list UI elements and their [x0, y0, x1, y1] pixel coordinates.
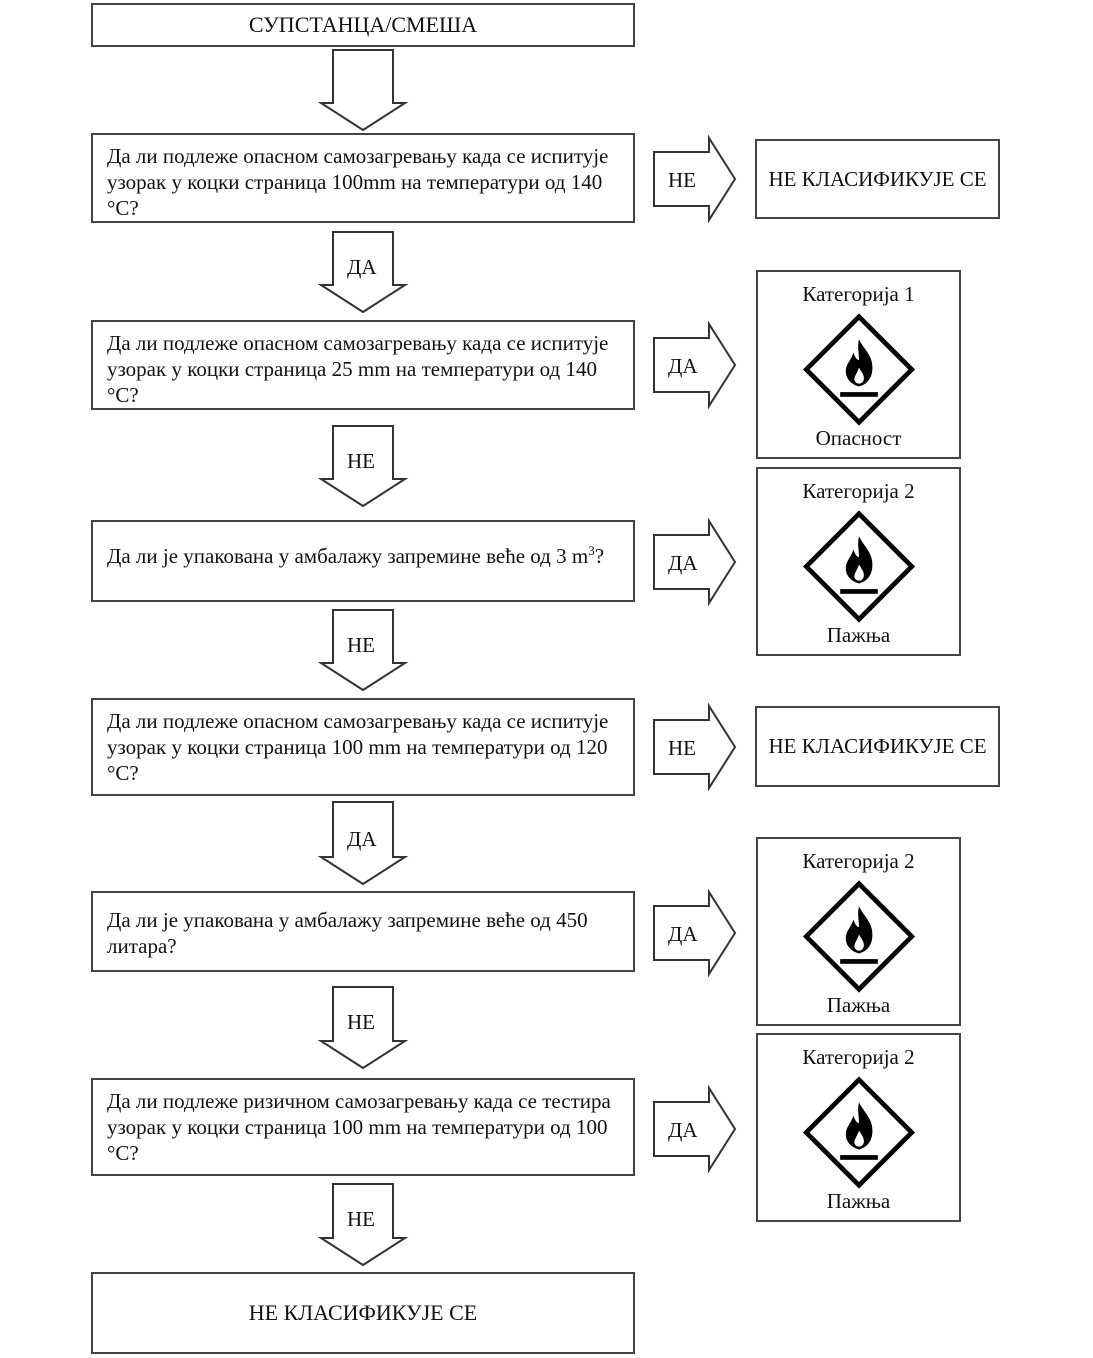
question-mark: ?: [594, 544, 605, 568]
final-not-classified-box: [91, 1272, 635, 1354]
signal-word: Пажња: [826, 1189, 891, 1213]
question-text: Да ли подлеже опасном самозагревању када се испитује узорак у коцки страница 25 mm на температури од 140 °C?: [107, 331, 609, 407]
superscript: 3: [588, 543, 595, 558]
question-box-6: [91, 1078, 635, 1176]
arrow-label-yes: ДА: [347, 827, 377, 851]
arrow-label-yes: ДА: [668, 1118, 698, 1142]
category-box-3: [756, 837, 961, 1026]
category-box-4: [756, 1033, 961, 1222]
arrow-label-no: НЕ: [347, 633, 375, 657]
arrow-label-yes: ДА: [668, 551, 698, 575]
flame-pictogram-icon: [799, 313, 919, 426]
category-title: Категорија 2: [802, 849, 915, 873]
not-classified-box: [755, 139, 1000, 219]
flame-pictogram-icon: [799, 880, 919, 993]
question-text: [107, 538, 619, 569]
category-title: Категорија 2: [802, 1045, 915, 1069]
arrow-label-yes: ДА: [668, 354, 698, 378]
arrow-label-no: НЕ: [347, 1010, 375, 1034]
question-box-4: [91, 698, 635, 796]
category-title: Категорија 1: [802, 282, 915, 306]
start-label: СУПСТАНЦА/СМЕША: [248, 12, 478, 37]
arrow-label-yes: ДА: [347, 255, 377, 279]
down-arrow: [321, 50, 405, 130]
question-box-5: [91, 891, 635, 972]
flame-pictogram-icon: [799, 510, 919, 623]
question-text: Да ли подлеже ризичном самозагревању када се тестира узорак у коцки страница 100 mm на температури од 100 °C?: [107, 1089, 611, 1165]
arrow-label-yes: ДА: [668, 922, 698, 946]
arrow-label-no: НЕ: [668, 168, 696, 192]
question-box-1: [91, 133, 635, 223]
signal-word: Опасност: [815, 426, 902, 450]
signal-word: Пажња: [826, 623, 891, 647]
question-text: Да ли подлеже опасном самозагревању када се испитује узорак у коцки страница 100 mm на температури од 120 °C?: [107, 709, 609, 785]
not-classified-box: [755, 706, 1000, 787]
category-title: Категорија 2: [802, 479, 915, 503]
not-classified-label: НЕ КЛАСИФИКУЈЕ СЕ: [768, 166, 987, 191]
signal-word: Пажња: [826, 993, 891, 1017]
category-box-1: [756, 270, 961, 459]
question-text-main: Да ли је упакована у амбалажу запремине веће од 3 m: [107, 544, 589, 568]
question-text: Да ли подлеже опасном самозагревању када се испитује узорак у коцки страница 100mm на температури од 140 °C?: [107, 144, 609, 220]
arrow-label-no: НЕ: [347, 1207, 375, 1231]
final-not-classified-label: НЕ КЛАСИФИКУЈЕ СЕ: [248, 1300, 478, 1325]
category-box-2: [756, 467, 961, 656]
question-box-3: [91, 520, 635, 602]
question-box-2: [91, 320, 635, 410]
flame-pictogram-icon: [799, 1076, 919, 1189]
question-text: Да ли је упакована у амбалажу запремине веће од 450 литара?: [107, 908, 588, 958]
start-box: [91, 3, 635, 47]
arrow-label-no: НЕ: [668, 736, 696, 760]
not-classified-label: НЕ КЛАСИФИКУЈЕ СЕ: [768, 734, 987, 758]
arrow-label-no: НЕ: [347, 449, 375, 473]
